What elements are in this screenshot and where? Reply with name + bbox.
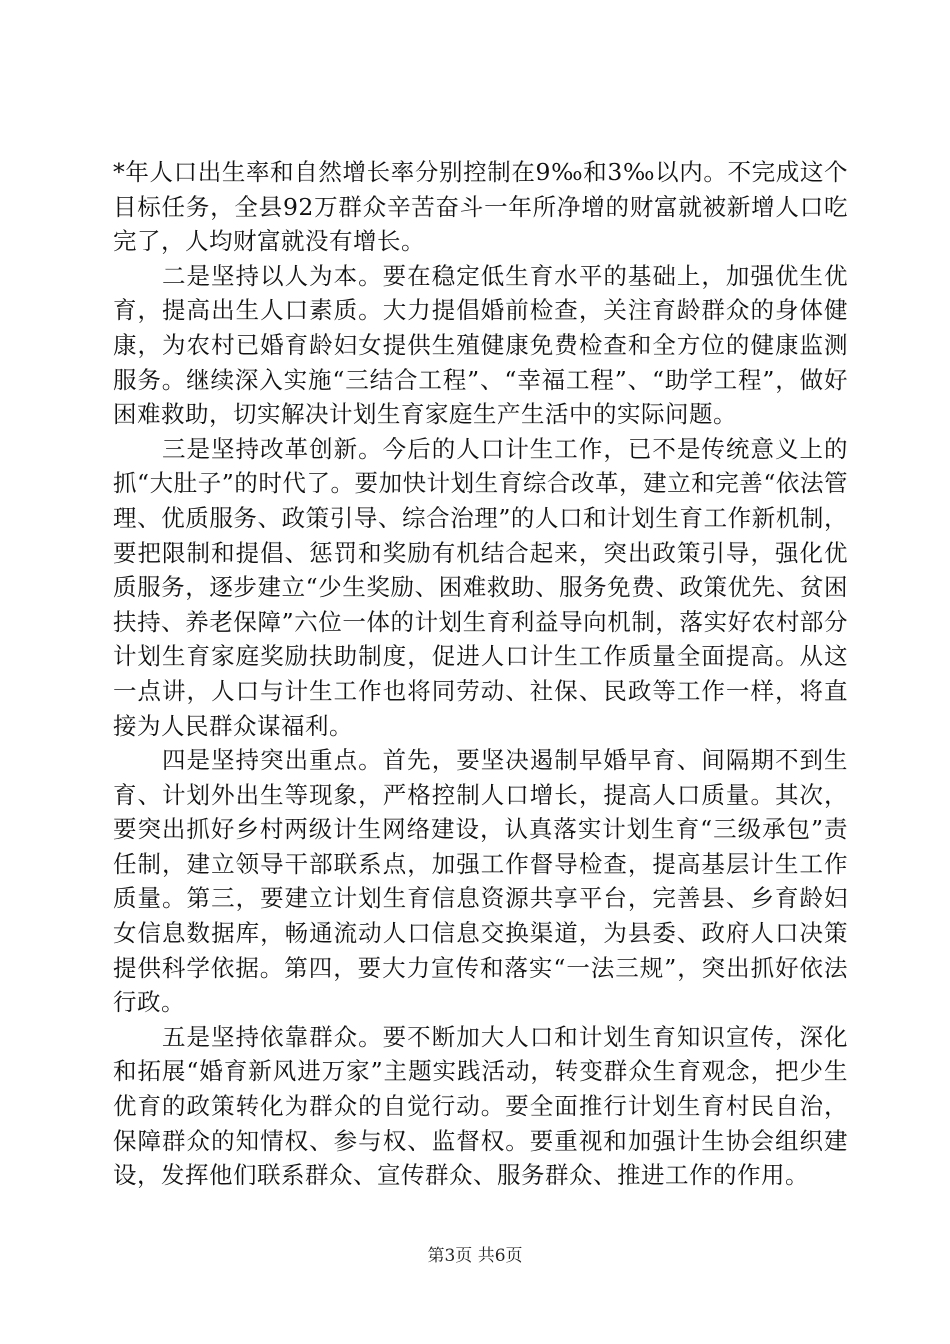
paragraph-key-points: 四是坚持突出重点。首先，要坚决遏制早婚早育、间隔期不到生育、计划外出生等现象，严格控制人口增长，提高人口质量。其次，要突出抓好乡村两级计生网络建设，认真落实计划生育“三级承包”责任制，建立领导干部联系点，加强工作督导检查，提高基层计生工作质量。第三，要建立计划生育信息资源共享平台，完善县、乡育龄妇女信息数据库，畅通流动人口信息交换渠道，为县委、政府人口决策提供科学依据。第四，要大力宣传和落实“一法三规”，突出抓好依法行政。	[113, 746, 848, 1017]
document-body	[113, 155, 848, 1193]
paragraph-reform-innovation: 三是坚持改革创新。今后的人口计生工作，已不是传统意义上的抓“大肚子”的时代了。要加快计划生育综合改革，建立和完善“依法管理、优质服务、政策引导、综合治理”的人口和计划生育工作新机制，要把限制和提倡、惩罚和奖励有机结合起来，突出政策引导，强化优质服务，逐步建立“少生奖励、困难救助、服务免费、政策优先、贫困扶持、养老保障”六位一体的计划生育利益导向机制，落实好农村部分计划生育家庭奖励扶助制度，促进人口计生工作质量全面提高。从这一点讲，人口与计生工作也将同劳动、社保、民政等工作一样，将直接为人民群众谋福利。	[113, 434, 848, 740]
paragraph-continued: *年人口出生率和自然增长率分别控制在9‰和3‰以内。不完成这个目标任务，全县92万群众辛苦奋斗一年所净增的财富就被新增人口吃完了，人均财富就没有增长。	[113, 158, 848, 256]
paragraph-people-oriented: 二是坚持以人为本。要在稳定低生育水平的基础上，加强优生优育，提高出生人口素质。大力提倡婚前检查，关注育龄群众的身体健康，为农村已婚育龄妇女提供生殖健康免费检查和全方位的健康监测服务。继续深入实施“三结合工程”、“幸福工程”、“助学工程”，做好困难救助，切实解决计划生育家庭生产生活中的实际问题。	[113, 261, 848, 429]
page-number-footer: 第3页 共6页	[427, 1246, 523, 1266]
paragraph-rely-on-masses: 五是坚持依靠群众。要不断加大人口和计划生育知识宣传，深化和拓展“婚育新风进万家”主题实践活动，转变群众生育观念，把少生优育的政策转化为群众的自觉行动。要全面推行计划生育村民自治，保障群众的知情权、参与权、监督权。要重视和加强计生协会组织建设，发挥他们联系群众、宣传群众、服务群众、推进工作的作用。	[113, 1022, 848, 1190]
